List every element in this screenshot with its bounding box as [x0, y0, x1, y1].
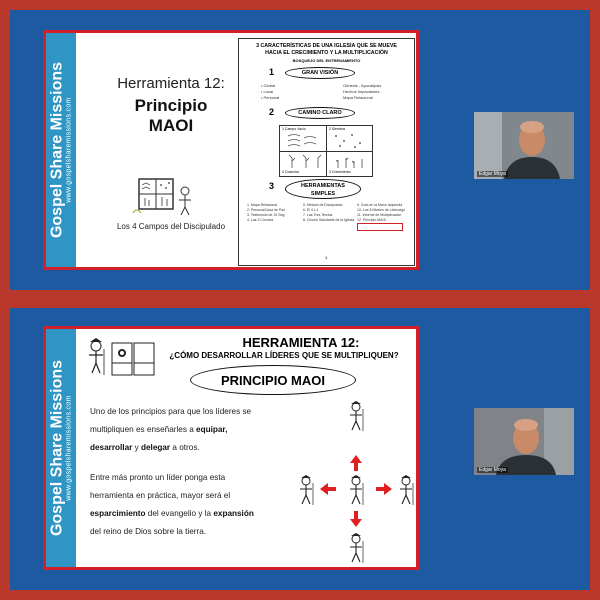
- screen-share-bottom: [10, 308, 590, 590]
- vision-row-right: Génesis - Apocalipsis: [343, 83, 382, 88]
- principle-line-1: Principio: [134, 96, 208, 115]
- vision-row-right: Hechos Impactantes: [343, 89, 380, 94]
- tool-item: 8. Círculo Saludable de la Iglesia: [303, 218, 355, 222]
- quadrant-label: 1 Campo Vacío: [282, 127, 306, 131]
- section-label-line: HERRAMIENTAS: [301, 183, 345, 189]
- participant-video[interactable]: [474, 408, 574, 475]
- highlight-box: [357, 223, 403, 231]
- arrow-right-icon: [376, 483, 392, 495]
- leader-figure-icon: [300, 475, 313, 505]
- tool-label: Herramienta 12:: [117, 75, 225, 92]
- participant-name: Edgar Moya: [479, 171, 506, 177]
- slide-2: [43, 326, 419, 570]
- brand-url: www.gospelsharemissions.com: [65, 97, 73, 203]
- section-label-line: SIMPLES: [310, 191, 336, 197]
- arrow-up-icon: [350, 455, 362, 471]
- tool-heading: HERRAMIENTA 12:: [242, 335, 360, 350]
- quadrant-label: 4 Cosecha: [282, 170, 299, 174]
- arrow-down-icon: [350, 511, 362, 527]
- participant-portrait-icon: [474, 408, 574, 475]
- tool-item: 4. Las 3 Círculos: [247, 218, 274, 222]
- screen-share-top: [10, 10, 590, 290]
- section-oval-vision: GRAN VISIÓN: [285, 67, 355, 79]
- tool-item: 10. Los 5 Niveles de Liderazgo: [357, 208, 406, 212]
- principle-line-2: MAOI: [148, 116, 194, 135]
- participant-video[interactable]: [474, 112, 574, 179]
- page-number: 1: [325, 255, 328, 260]
- participant-portrait-icon: [474, 112, 574, 179]
- brand-sidebar: [46, 329, 76, 567]
- slide-1: [43, 30, 419, 270]
- leader-figure-icon: [350, 475, 363, 505]
- four-fields-grid: [279, 125, 373, 177]
- quadrant-sketches-icon: [280, 126, 372, 176]
- document-title-line-2: HACIA EL CRECIMIENTO Y LA MULTIPLICACIÓN: [265, 49, 388, 56]
- multiplication-diagram: [296, 399, 416, 569]
- brand-url: www.gospelsharemissions.com: [65, 395, 73, 501]
- four-fields-sketch-icon: [131, 173, 201, 221]
- document-title-line-1: 3 CARACTERÍSTICAS DE UNA IGLESIA QUE SE MUEVE: [256, 43, 397, 49]
- leader-figure-icon: [400, 475, 413, 505]
- tool-item: 2. Persona/Casa de Paz: [247, 208, 285, 212]
- tool-item: 5. Método de Discipulado: [303, 203, 343, 207]
- question: ¿CÓMO DESARROLLAR LÍDERES QUE SE MULTIPLIQUEN?: [169, 351, 399, 360]
- brand-title: Gospel Share Missions: [48, 359, 66, 537]
- paragraph-1: Uno de los principios para que los líderes se multipliquen es enseñarles a equipar, desarrollar y delegar a otros.: [90, 407, 252, 452]
- vision-row: • Personal: [261, 95, 280, 100]
- leader-figure-icon: [350, 401, 363, 431]
- brand-sidebar: [46, 33, 76, 267]
- quadrant-label: 2 Siembra: [329, 127, 345, 131]
- leader-figure-icon: [350, 533, 363, 563]
- tool-item: 1. Mapa Relacional: [247, 203, 277, 207]
- caption: Los 4 Campos del Discipulado: [116, 222, 226, 231]
- tool-item: 3. Testimonio de 15 Seg.: [247, 213, 286, 217]
- participant-name: Edgar Moya: [479, 467, 506, 473]
- tool-item: 6. El 4 x 1: [303, 208, 319, 212]
- document-title: [239, 43, 414, 56]
- document-subtitle: BOSQUEJO DEL ENTRENAMIENTO: [292, 58, 361, 63]
- section-oval-tools: [285, 179, 361, 199]
- vision-row: • Global: [261, 83, 276, 88]
- principle-oval: PRINCIPIO MAOI: [190, 365, 356, 395]
- vision-row: • Local: [261, 89, 274, 94]
- leader-sketch-icon: [86, 337, 156, 377]
- arrow-left-icon: [320, 483, 336, 495]
- tool-item: 9. Guía en la Mano Izquierda: [357, 203, 403, 207]
- paragraph-2: Entre más pronto un líder ponga esta herramienta en práctica, mayor será el esparcimiento del evangelio y la expansión del reino de Dios sobre la tierra.: [90, 473, 254, 536]
- section-number: 1: [269, 67, 275, 77]
- section-number: 3: [269, 181, 275, 191]
- principle-title: [96, 96, 246, 136]
- section-oval-path: CAMINO CLARO: [285, 107, 355, 119]
- section-number: 2: [269, 107, 275, 117]
- tool-item: 7. Las Tres Tercios: [303, 213, 333, 217]
- tool-item: 11. Informe de Multiplicación: [357, 213, 402, 217]
- brand-title: Gospel Share Missions: [48, 61, 66, 239]
- tool-item: 12. Principio MAOI: [357, 218, 387, 222]
- quadrant-label: 3 Crecimiento: [329, 170, 351, 174]
- outline-document: [238, 38, 415, 266]
- vision-row-right: Mapa Relacional: [343, 95, 373, 100]
